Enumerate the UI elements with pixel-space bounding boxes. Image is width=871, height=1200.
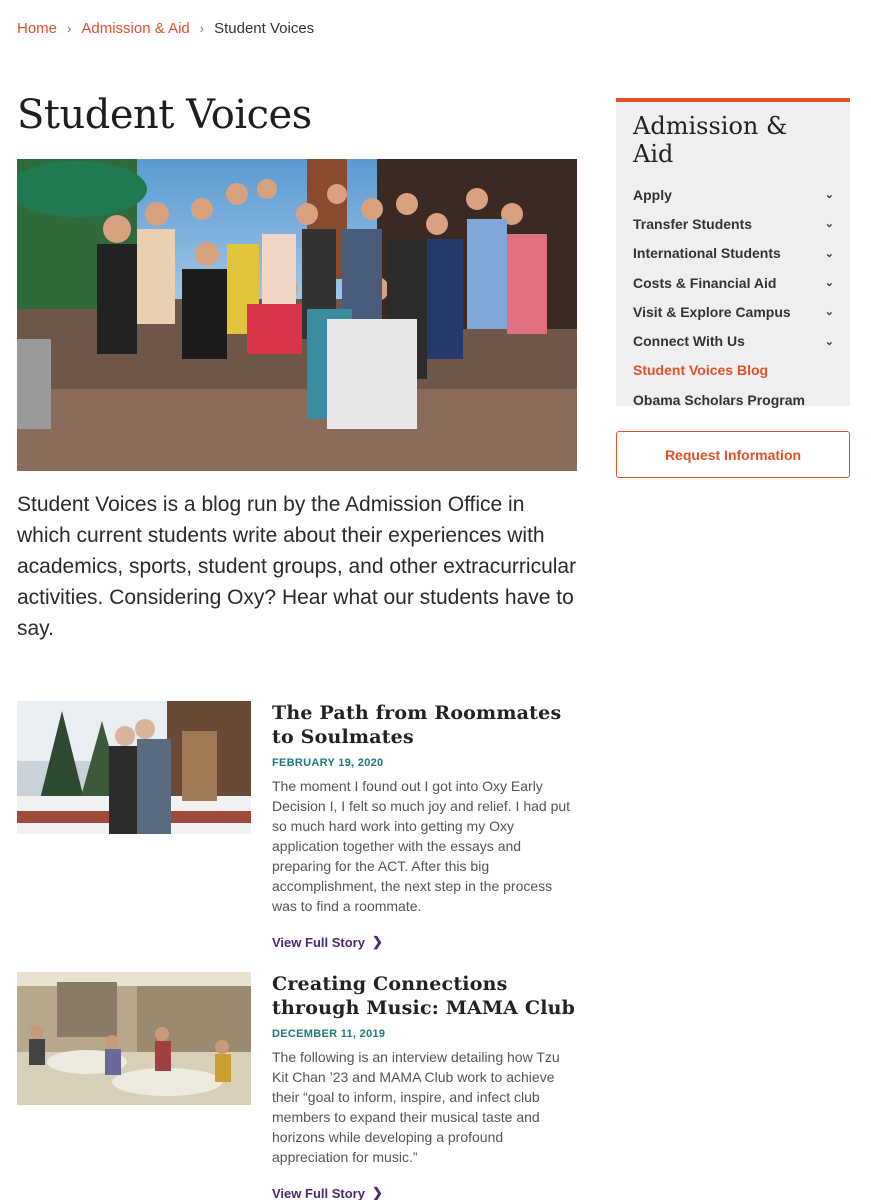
post-body (272, 972, 577, 1200)
blog-post (17, 972, 577, 1200)
sidebar-item-label: Transfer Students (633, 215, 753, 232)
view-full-story-link[interactable] (272, 1185, 577, 1200)
chevron-down-icon[interactable]: ⌄ (824, 189, 834, 202)
chevron-down-icon[interactable]: ⌄ (824, 277, 834, 290)
sidebar-item-student-voices-blog[interactable] (633, 356, 834, 385)
view-full-story-label: View Full Story (272, 1185, 365, 1200)
sidebar-nav (616, 98, 850, 406)
post-date: FEBRUARY 19, 2020 (272, 757, 384, 769)
sidebar-item-transfer-students[interactable] (633, 209, 834, 238)
sidebar-item-connect-with-us[interactable] (633, 326, 834, 355)
chevron-down-icon[interactable]: ⌄ (824, 218, 834, 231)
breadcrumb (17, 20, 314, 37)
request-information-button[interactable]: Request Information (616, 431, 850, 478)
hero-group-photo (17, 159, 577, 471)
chevron-down-icon[interactable]: ⌄ (824, 335, 834, 348)
hero-photo-illustration (17, 159, 577, 471)
intro-paragraph: Student Voices is a blog run by the Admission Office in which current students write about their experiences with academics, sports, student groups, and other extracurricular activities. Considering Oxy? Hear what our students have to say. (17, 493, 577, 640)
sidebar-heading: Admission & Aid (633, 112, 788, 168)
post-title-link[interactable]: Creating Connections through Music: MAMA Club (272, 973, 576, 1019)
post-title-link[interactable]: The Path from Roommates to Soulmates (272, 702, 562, 748)
chevron-down-icon[interactable]: ⌄ (824, 306, 834, 319)
breadcrumb-home-link[interactable]: Home (17, 20, 58, 37)
blog-post (17, 701, 577, 950)
breadcrumb-chevron-icon: › (199, 21, 205, 36)
post-excerpt: The following is an interview detailing how Tzu Kit Chan ’23 and MAMA Club work to achieve their “goal to inform, inspire, and infect club members to expand their musical taste and horizons while developing a profound appreciation for music.” (272, 1049, 560, 1165)
breadcrumb-chevron-icon: › (67, 21, 72, 36)
view-full-story-label: View Full Story (272, 934, 365, 950)
sidebar-item-label: Costs & Financial Aid (633, 274, 777, 291)
sidebar-item-apply[interactable] (633, 180, 834, 209)
post-thumbnail[interactable] (17, 972, 251, 1105)
sidebar-item-label: Connect With Us (633, 333, 745, 350)
view-full-story-link[interactable] (272, 934, 577, 950)
chevron-right-icon: ❯ (371, 1185, 383, 1200)
page-title: Student Voices (17, 92, 312, 138)
post-body (272, 701, 577, 950)
sidebar-item-costs-financial-aid[interactable] (633, 268, 834, 297)
sidebar-item-label: Obama Scholars Program (633, 391, 805, 408)
sidebar-item-label: Apply (633, 186, 672, 203)
post-excerpt: The moment I found out I got into Oxy Early Decision I, I felt so much joy and relief. I had put so much hard work into getting my Oxy application together with the essays and preparing for the ACT. After this big accomplishment, the next step in the process was to find a roommate. (272, 778, 571, 914)
post-thumbnail-image (17, 972, 251, 1105)
chevron-right-icon: ❯ (371, 934, 383, 949)
post-thumbnail-image (17, 701, 251, 834)
post-date: DECEMBER 11, 2019 (272, 1028, 386, 1040)
sidebar-item-label: Visit & Explore Campus (633, 303, 791, 320)
sidebar-item-label: Student Voices Blog (633, 362, 769, 379)
sidebar-item-international-students[interactable] (633, 239, 834, 268)
breadcrumb-admission-link[interactable]: Admission & Aid (81, 20, 190, 37)
post-thumbnail[interactable] (17, 701, 251, 834)
sidebar-item-visit-explore-campus[interactable] (633, 297, 834, 326)
chevron-down-icon[interactable]: ⌄ (824, 247, 834, 260)
breadcrumb-current: Student Voices (214, 20, 315, 37)
sidebar-item-obama-scholars-program[interactable] (633, 385, 834, 414)
sidebar-item-label: International Students (633, 245, 781, 262)
